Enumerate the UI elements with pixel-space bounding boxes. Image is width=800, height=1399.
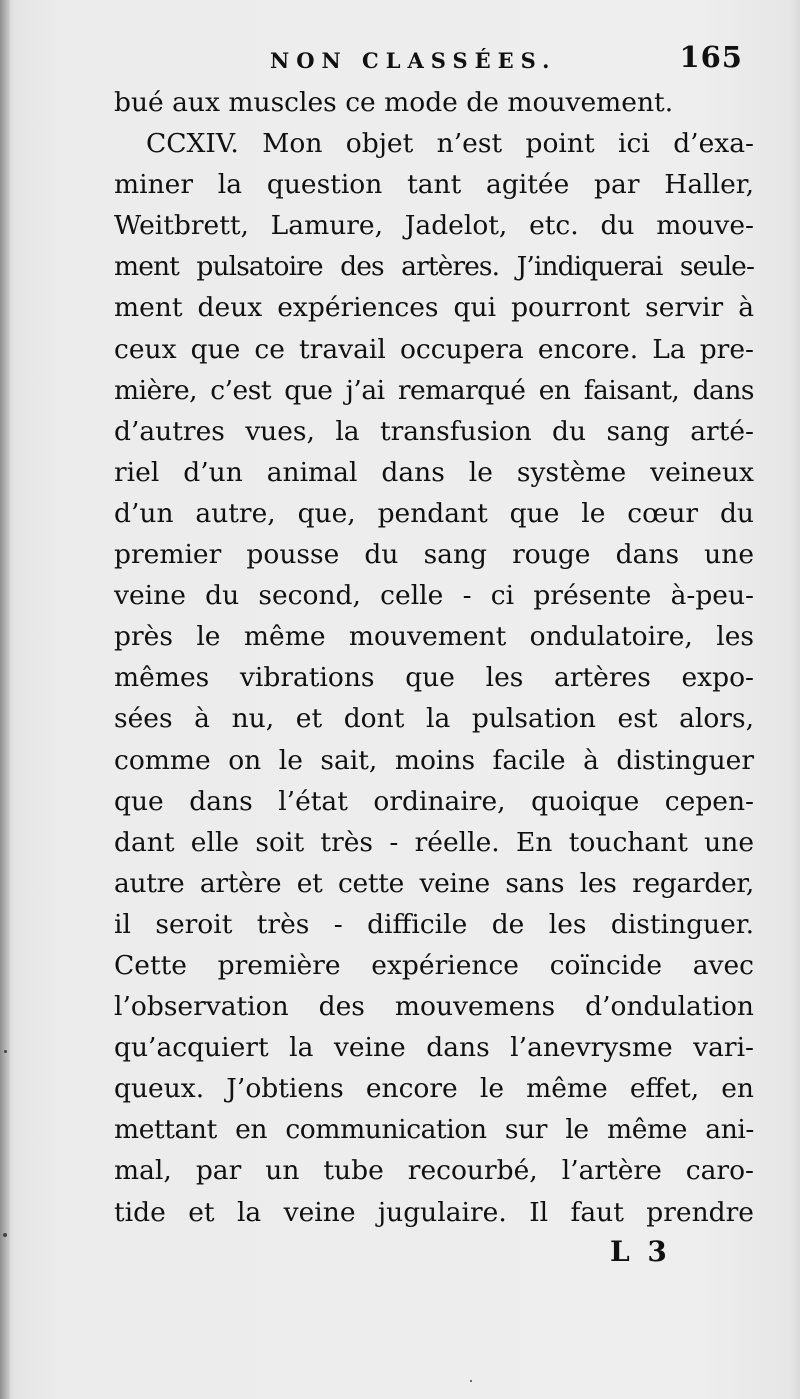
text-line: mêmes vibrations que les artères expo- (114, 662, 754, 694)
text-line: miner la question tant agitée par Haller, (114, 169, 754, 201)
text-line: bué aux muscles ce mode de mouvement. (114, 87, 674, 118)
text-line: Weitbrett, Lamure, Jadelot, etc. du mouve- (114, 210, 754, 242)
text-line: ment deux expériences qui pourront servir à (114, 292, 754, 324)
text-line: ceux que ce travail occupera encore. La pre- (114, 333, 754, 365)
text-line: d’autres vues, la transfusion du sang arté- (114, 415, 754, 447)
paper-speck (4, 1050, 7, 1053)
text-line: que dans l’état ordinaire, quoique cepen- (114, 785, 754, 817)
paper-speck (3, 1233, 7, 1237)
text-line: riel d’un animal dans le système veineux (114, 456, 754, 488)
text-line: sées à nu, et dont la pulsation est alors, (114, 703, 754, 735)
text-line: queux. J’obtiens encore le même effet, en (114, 1073, 754, 1105)
text-line: tide et la veine jugulaire. Il faut prendre (114, 1196, 754, 1228)
text-line: l’observation des mouvemens d’ondulation (114, 991, 754, 1023)
text-line: veine du second, celle - ci présente à-peu- (114, 580, 754, 612)
text-line: ment pulsatoire des artères. J’indiquerai seule- (114, 251, 754, 283)
text-line: il seroit très - difficile de les distinguer. (114, 908, 754, 940)
text-line: mière, c’est que j’ai remarqué en faisant, dans (114, 374, 754, 406)
page-gutter-shadow (0, 0, 10, 1399)
text-line: mettant en communication sur le même ani- (114, 1114, 754, 1146)
page-number: 165 (679, 40, 743, 74)
text-line: qu’acquiert la veine dans l’anevrysme vari- (114, 1032, 754, 1064)
text-line: mal, par un tube recourbé, l’artère caro- (114, 1155, 754, 1187)
text-line: comme on le sait, moins facile à distinguer (114, 744, 754, 776)
running-head: NON CLASSÉES. (270, 48, 557, 73)
text-line: près le même mouvement ondulatoire, les (114, 621, 754, 653)
paper-speck (470, 1380, 472, 1382)
text-line: autre artère et cette veine sans les regarder, (114, 867, 754, 899)
text-line: CCXIV. Mon objet n’est point ici d’exa- (146, 128, 754, 160)
signature-mark: L 3 (610, 1235, 671, 1268)
text-line: premier pousse du sang rouge dans une (114, 539, 754, 571)
text-line: dant elle soit très - réelle. En touchant une (114, 826, 754, 858)
text-line: d’un autre, que, pendant que le cœur du (114, 497, 754, 529)
text-line: Cette première expérience coïncide avec (114, 949, 754, 981)
page-header (0, 40, 800, 80)
body-text (114, 82, 754, 1233)
